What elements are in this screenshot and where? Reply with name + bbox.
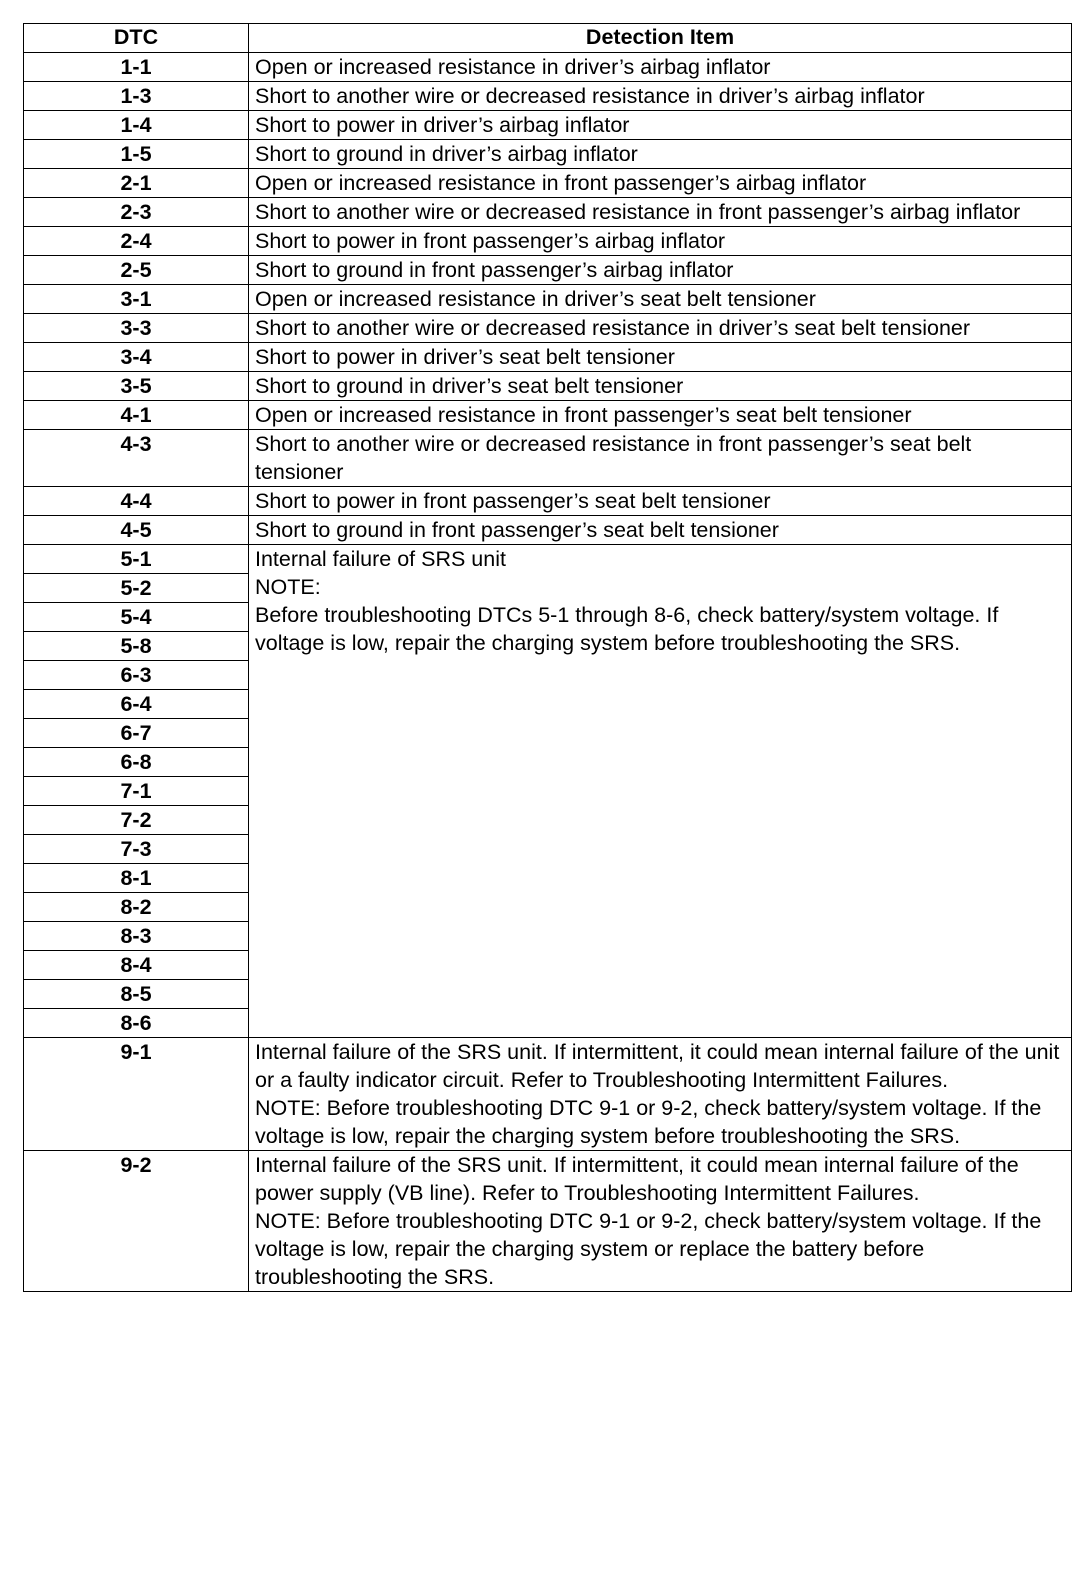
table-row [24, 53, 1072, 82]
dtc-code: 3-1 [24, 285, 249, 314]
table-row [24, 227, 1072, 256]
note-text: NOTE: Before troubleshooting DTC 9-1 or 9-2, check battery/system voltage. If the voltage is low, repair the charging system or replace the battery before troubleshooting the SRS. [255, 1209, 1042, 1289]
dtc-code: 4-4 [24, 487, 249, 516]
table-row [24, 169, 1072, 198]
dtc-code: 7-2 [24, 806, 249, 835]
detection-item: Short to ground in driver’s seat belt tensioner [249, 372, 1072, 401]
table-body [24, 53, 1072, 1292]
header-detection-item: Detection Item [249, 24, 1072, 53]
note-label: NOTE: [255, 575, 321, 599]
detection-item: Short to another wire or decreased resistance in front passenger’s airbag inflator [249, 198, 1072, 227]
detection-item: Open or increased resistance in driver’s airbag inflator [249, 53, 1072, 82]
dtc-code: 2-1 [24, 169, 249, 198]
description-line: Internal failure of the SRS unit. If intermittent, it could mean internal failure of the power supply (VB line). Refer to Troubleshooting Intermittent Failures. [255, 1153, 1019, 1205]
table-row [24, 256, 1072, 285]
note-text: NOTE: Before troubleshooting DTC 9-1 or 9-2, check battery/system voltage. If the voltage is low, repair the charging system before troubleshooting the SRS. [255, 1096, 1042, 1148]
detection-item: Short to another wire or decreased resistance in driver’s seat belt tensioner [249, 314, 1072, 343]
table-header-row [24, 24, 1072, 53]
dtc-code: 6-3 [24, 661, 249, 690]
dtc-code: 8-1 [24, 864, 249, 893]
dtc-code: 8-4 [24, 951, 249, 980]
table-row [24, 82, 1072, 111]
dtc-code: 3-4 [24, 343, 249, 372]
detection-item [249, 1151, 1072, 1292]
dtc-code: 9-1 [24, 1038, 249, 1151]
detection-item [249, 1038, 1072, 1151]
dtc-code: 2-4 [24, 227, 249, 256]
header-dtc: DTC [24, 24, 249, 53]
dtc-code: 3-3 [24, 314, 249, 343]
description-line: Internal failure of the SRS unit. If intermittent, it could mean internal failure of the unit or a faulty indicator circuit. Refer to Troubleshooting Intermittent Failures. [255, 1040, 1060, 1092]
table-row [24, 198, 1072, 227]
dtc-code: 4-5 [24, 516, 249, 545]
srs-group-description [249, 545, 1072, 1038]
detection-item: Short to power in driver’s seat belt tensioner [249, 343, 1072, 372]
detection-item: Open or increased resistance in front passenger’s airbag inflator [249, 169, 1072, 198]
description-line: Internal failure of SRS unit [255, 547, 506, 571]
dtc-code: 5-1 [24, 545, 249, 574]
table-row [24, 516, 1072, 545]
dtc-code: 4-1 [24, 401, 249, 430]
detection-item: Short to ground in front passenger’s airbag inflator [249, 256, 1072, 285]
detection-item: Short to ground in front passenger’s seat belt tensioner [249, 516, 1072, 545]
note-text: Before troubleshooting DTCs 5-1 through 8-6, check battery/system voltage. If voltage is low, repair the charging system before troubleshooting the SRS. [255, 603, 999, 655]
dtc-code: 3-5 [24, 372, 249, 401]
table-row [24, 401, 1072, 430]
dtc-code: 6-4 [24, 690, 249, 719]
detection-item: Short to another wire or decreased resistance in front passenger’s seat belt tensioner [249, 430, 1072, 487]
table-row [24, 140, 1072, 169]
table-row [24, 372, 1072, 401]
table-row [24, 430, 1072, 487]
dtc-code: 7-3 [24, 835, 249, 864]
detection-item: Short to ground in driver’s airbag inflator [249, 140, 1072, 169]
detection-item: Short to power in driver’s airbag inflator [249, 111, 1072, 140]
table-row [24, 285, 1072, 314]
dtc-code: 8-3 [24, 922, 249, 951]
dtc-code: 1-5 [24, 140, 249, 169]
table-row [24, 487, 1072, 516]
dtc-code: 5-8 [24, 632, 249, 661]
dtc-code: 4-3 [24, 430, 249, 487]
table-row [24, 111, 1072, 140]
detection-item: Open or increased resistance in driver’s seat belt tensioner [249, 285, 1072, 314]
dtc-code: 9-2 [24, 1151, 249, 1292]
dtc-code: 8-2 [24, 893, 249, 922]
dtc-code: 5-4 [24, 603, 249, 632]
dtc-code: 2-5 [24, 256, 249, 285]
dtc-code: 1-4 [24, 111, 249, 140]
table-row [24, 343, 1072, 372]
table-row [24, 314, 1072, 343]
dtc-code: 1-3 [24, 82, 249, 111]
detection-item: Short to power in front passenger’s seat belt tensioner [249, 487, 1072, 516]
dtc-code: 8-6 [24, 1009, 249, 1038]
dtc-code: 2-3 [24, 198, 249, 227]
dtc-table [23, 23, 1072, 1292]
detection-item: Short to power in front passenger’s airbag inflator [249, 227, 1072, 256]
dtc-code: 6-7 [24, 719, 249, 748]
table-row [24, 545, 1072, 574]
dtc-code: 7-1 [24, 777, 249, 806]
detection-item: Open or increased resistance in front passenger’s seat belt tensioner [249, 401, 1072, 430]
detection-item: Short to another wire or decreased resistance in driver’s airbag inflator [249, 82, 1072, 111]
dtc-code: 1-1 [24, 53, 249, 82]
dtc-code: 5-2 [24, 574, 249, 603]
dtc-code: 6-8 [24, 748, 249, 777]
dtc-code: 8-5 [24, 980, 249, 1009]
table-row [24, 1151, 1072, 1292]
table-row [24, 1038, 1072, 1151]
